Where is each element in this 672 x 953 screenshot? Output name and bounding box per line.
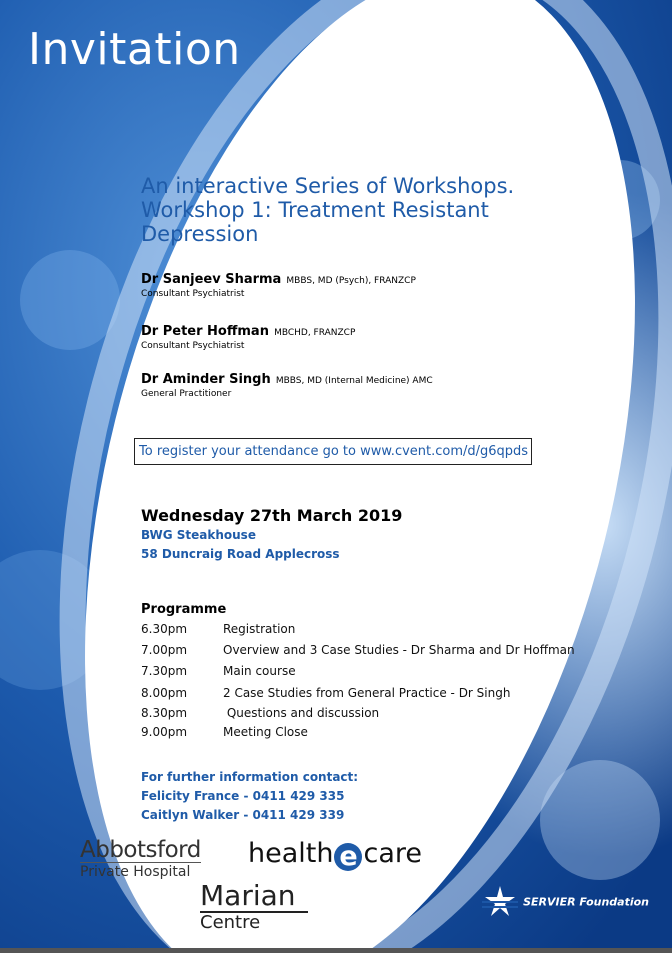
speaker-name: Dr Aminder Singh <box>141 372 271 387</box>
abbotsford-logo-subtitle: Private Hospital <box>80 864 191 880</box>
healthecare-logo <box>248 838 422 871</box>
speaker-hoffman <box>141 320 355 351</box>
abbotsford-logo-name: Abbotsford <box>80 837 201 863</box>
abbotsford-logo <box>80 838 201 881</box>
speaker-singh <box>141 368 433 399</box>
speaker-name: Dr Peter Hoffman <box>141 324 269 339</box>
speaker-credentials: MBCHD, FRANZCP <box>274 328 356 338</box>
event-date: Wednesday 27th March 2019 <box>141 506 403 525</box>
programme-time: 8.30pm <box>141 706 188 720</box>
speaker-credentials: MBBS, MD (Psych), FRANZCP <box>286 276 416 286</box>
contact-heading: For further information contact: <box>141 770 359 784</box>
marian-logo-name: Marian <box>200 881 308 913</box>
programme-row <box>141 643 575 657</box>
healthecare-logo-right: care <box>363 838 422 869</box>
programme-activity: Registration <box>223 622 296 636</box>
contact-person: Felicity France - 0411 429 335 <box>141 789 345 803</box>
programme-activity: Overview and 3 Case Studies - Dr Sharma and Dr Hoffman <box>223 643 575 657</box>
speaker-role: General Practitioner <box>141 389 232 399</box>
healthecare-logo-left: health <box>248 838 334 869</box>
marian-centre-logo <box>200 881 308 933</box>
healthecare-e-mark-icon <box>334 843 362 871</box>
venue-name: BWG Steakhouse <box>141 528 256 542</box>
programme-title: Programme <box>141 602 227 617</box>
programme-activity: Questions and discussion <box>223 706 380 720</box>
programme-row <box>141 725 308 739</box>
invitation-title: Invitation <box>28 24 241 75</box>
workshop-headline <box>141 174 581 246</box>
programme-row <box>141 664 296 678</box>
speaker-name: Dr Sanjeev Sharma <box>141 272 282 287</box>
programme-time: 6.30pm <box>141 622 188 636</box>
programme-time: 7.00pm <box>141 643 188 657</box>
programme-row <box>141 622 295 636</box>
programme-row <box>141 686 510 700</box>
servier-logo-text: SERVIER Foundation <box>523 895 650 909</box>
servier-logo <box>482 884 649 918</box>
contact-person: Caitlyn Walker - 0411 429 339 <box>141 808 345 822</box>
servier-star-icon <box>482 884 518 918</box>
programme-time: 7.30pm <box>141 664 188 678</box>
programme-activity: 2 Case Studies from General Practice - Dr Singh <box>223 686 511 700</box>
healthecare-e-mark-letter: e <box>339 841 358 872</box>
programme-time: 8.00pm <box>141 686 188 700</box>
programme-activity: Meeting Close <box>223 725 308 739</box>
headline-line-1: An interactive Series of Workshops. <box>141 174 515 198</box>
headline-line-2: Workshop 1: Treatment Resistant <box>141 198 489 222</box>
speaker-role: Consultant Psychiatrist <box>141 289 245 299</box>
programme-time: 9.00pm <box>141 725 188 739</box>
speaker-sharma <box>141 268 416 299</box>
programme-activity: Main course <box>223 664 296 678</box>
marian-logo-subtitle: Centre <box>200 912 261 933</box>
speaker-credentials: MBBS, MD (Internal Medicine) AMC <box>275 376 433 386</box>
register-link[interactable]: To register your attendance go to www.cvent.com/d/g6qpds <box>134 438 532 465</box>
venue-address: 58 Duncraig Road Applecross <box>141 547 340 561</box>
speaker-role: Consultant Psychiatrist <box>141 341 245 351</box>
headline-line-3: Depression <box>141 222 259 246</box>
programme-row <box>141 706 379 720</box>
